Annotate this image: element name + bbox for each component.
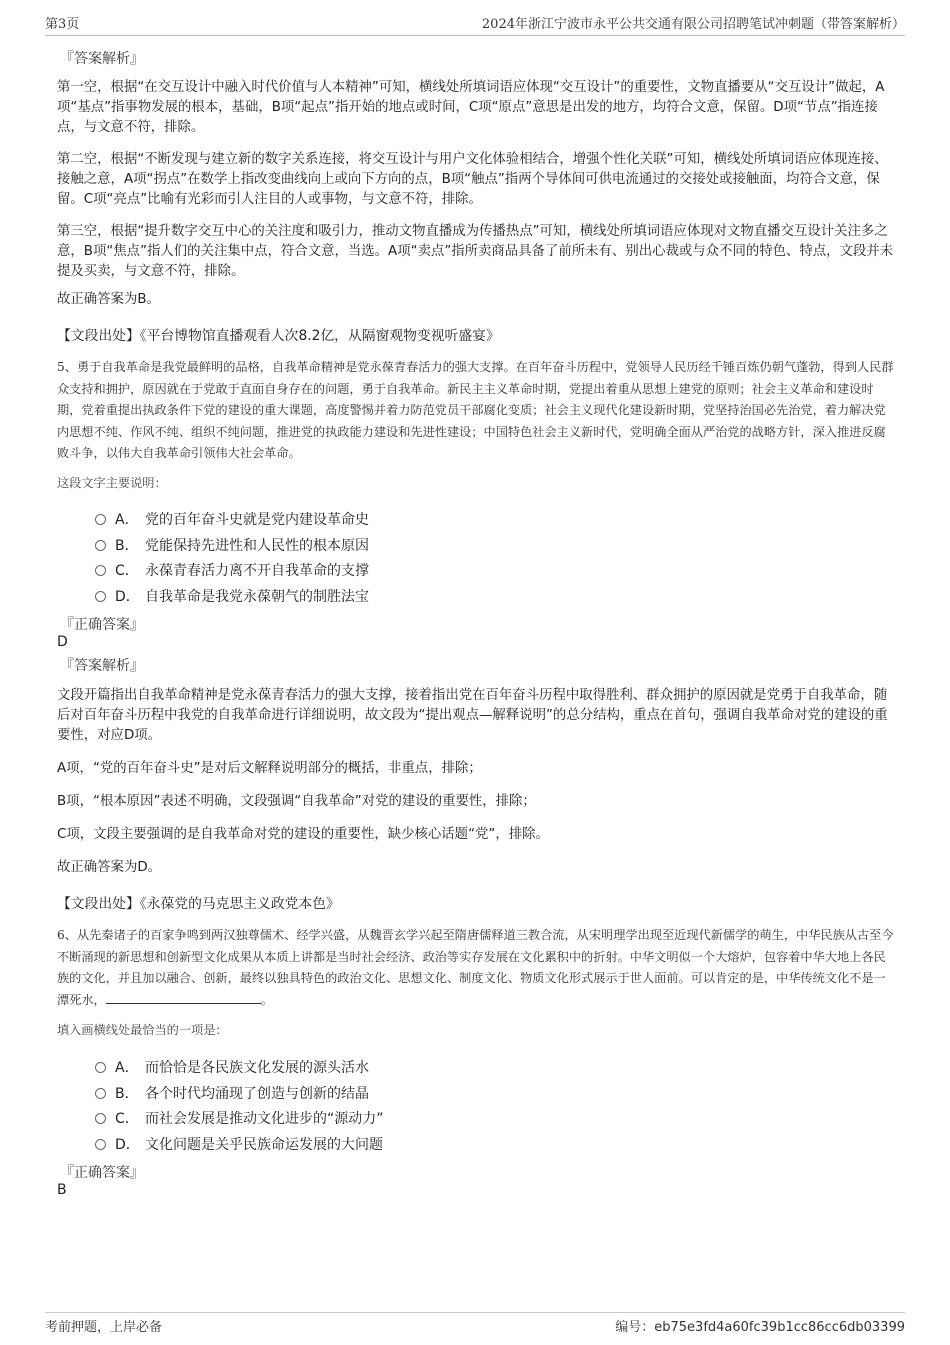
radio-icon[interactable] (95, 565, 106, 576)
answer-blank (106, 991, 261, 1004)
document-code: 编号：eb75e3fd4a60fc39b1cc86cc6db03399 (615, 1320, 905, 1335)
question-6-text: 6、从先秦诸子的百家争鸣到两汉独尊儒术、经学兴盛，从魏晋玄学兴起至隋唐儒释道三教合流，从宋明理学出现至近现代新儒学的萌生，中华民族从古至今不断涌现的新思想和创新型文化成果从本质上讲都是当时社会经济、政治等实存发展在文化累积中的折射。中华文明似一个大熔炉，包容着中华大地上各民族的文化，并且加以融合、创新，最终以独具特色的政治文化、思想文化、制度文化、物质文化形式展示于世人面前。可以肯定的是，中华传统文化不是一潭死水， 。 (57, 928, 894, 1007)
conclusion: 故正确答案为B。 (57, 292, 160, 307)
analysis-label: 『答案解析』 (60, 51, 144, 67)
radio-icon[interactable] (95, 1088, 106, 1099)
correct-answer-label: 『正确答案』 (60, 617, 144, 633)
analysis-paragraph-4: C项，文段主要强调的是自我革命对党的建设的重要性，缺少核心话题“党”，排除。 (57, 827, 549, 842)
question-6-prompt: 填入画横线处最恰当的一项是： (57, 1023, 228, 1037)
text-source: 【文段出处】《永葆党的马克思主义政党本色》 (57, 896, 340, 912)
analysis-paragraph-3: B项，“根本原因”表述不明确，文段强调“自我革命”对党的建设的重要性，排除； (57, 794, 536, 809)
radio-icon[interactable] (95, 540, 106, 551)
radio-icon[interactable] (95, 1113, 106, 1124)
conclusion: 故正确答案为D。 (57, 860, 162, 875)
radio-icon[interactable] (95, 1139, 106, 1150)
question-5-prompt: 这段文字主要说明： (57, 476, 167, 490)
page-footer (45, 1312, 905, 1339)
correct-answer-label: 『正确答案』 (60, 1165, 144, 1181)
text-source: 【文段出处】《平台博物馆直播观看人次8.2亿，从隔窗观物变视听盛宴》 (57, 328, 500, 344)
correct-answer: D (57, 634, 68, 650)
radio-icon[interactable] (95, 591, 106, 602)
analysis-paragraph-2: 第二空，根据“不断发现与建立新的数字关系连接，将交互设计与用户文化体验相结合，增强个性化关联”可知，横线处所填词语应体现连接、接触之意，A项“拐点”在数学上指改变曲线向上或向下方向的点，B项“触点”指两个导体间可供电流通过的交接处或接触面，均符合文意，保留。C项“亮点”比喻有光彩而引人注目的人或事物，与文意不符，排除。 (57, 152, 888, 207)
analysis-label: 『答案解析』 (60, 658, 144, 674)
correct-answer: B (57, 1182, 67, 1198)
page-header (45, 13, 905, 36)
page-number: 第3页 (45, 17, 80, 32)
analysis-paragraph-1: 文段开篇指出自我革命精神是党永葆青春活力的强大支撑，接着指出党在百年奋斗历程中取得胜利、群众拥护的原因就是党勇于自我革命，随后对百年奋斗历程中我党的自我革命进行详细说明，故文段为“提出观点—解释说明”的总分结构，重点在首句，强调自我革命对党的建设的重要性，对应D项。 (57, 688, 888, 743)
question-5-text: 5、勇于自我革命是我党最鲜明的品格，自我革命精神是党永葆青春活力的强大支撑。在百年奋斗历程中，党领导人民历经千锤百炼仍朝气蓬勃，得到人民群众支持和拥护，原因就在于党敢于直面自身存在的问题，勇于自我革命。新民主主义革命时期，党提出着重从思想上建党的原则；社会主义革命和建设时期，党着重提出执政条件下党的建设的重大课题，高度警惕并着力防范党员干部腐化变质；社会主义现代化建设新时期，党坚持治国必先治党，着力解决党内思想不纯、作风不纯、组织不纯问题，推进党的执政能力建设和先进性建设；中国特色社会主义新时代，党明确全面从严治党的战略方针，深入推进反腐败斗争，以伟大自我革命引领伟大社会革命。 (57, 360, 894, 460)
analysis-paragraph-2: A项，“党的百年奋斗史”是对后文解释说明部分的概括，非重点，排除； (57, 761, 482, 776)
analysis-paragraph-1: 第一空，根据“在交互设计中融入时代价值与人本精神”可知，横线处所填词语应体现“交互设计”的重要性，文物直播要从“交互设计”做起，A项“基点”指事物发展的根本，基础，B项“起点”指开始的地点或时间，C项“原点”意思是出发的地方，均符合文意，保留。D项“节点”指连接点，与文意不符，排除。 (57, 80, 885, 135)
radio-icon[interactable] (95, 1062, 106, 1073)
analysis-paragraph-3: 第三空，根据“提升数字交互中心的关注度和吸引力，推动文物直播成为传播热点”可知，横线处所填词语应体现对文物直播交互设计关注多之意，B项“焦点”指人们的关注集中点，符合文意，当选。A项“卖点”指所卖商品具备了前所未有、别出心裁或与众不同的特色、特点，文段并未提及买卖，与文意不符，排除。 (57, 224, 894, 279)
document-title: 2024年浙江宁波市永平公共交通有限公司招聘笔试冲刺题（带答案解析） (481, 17, 905, 32)
footer-slogan: 考前押题，上岸必备 (45, 1320, 163, 1335)
radio-icon[interactable] (95, 514, 106, 525)
